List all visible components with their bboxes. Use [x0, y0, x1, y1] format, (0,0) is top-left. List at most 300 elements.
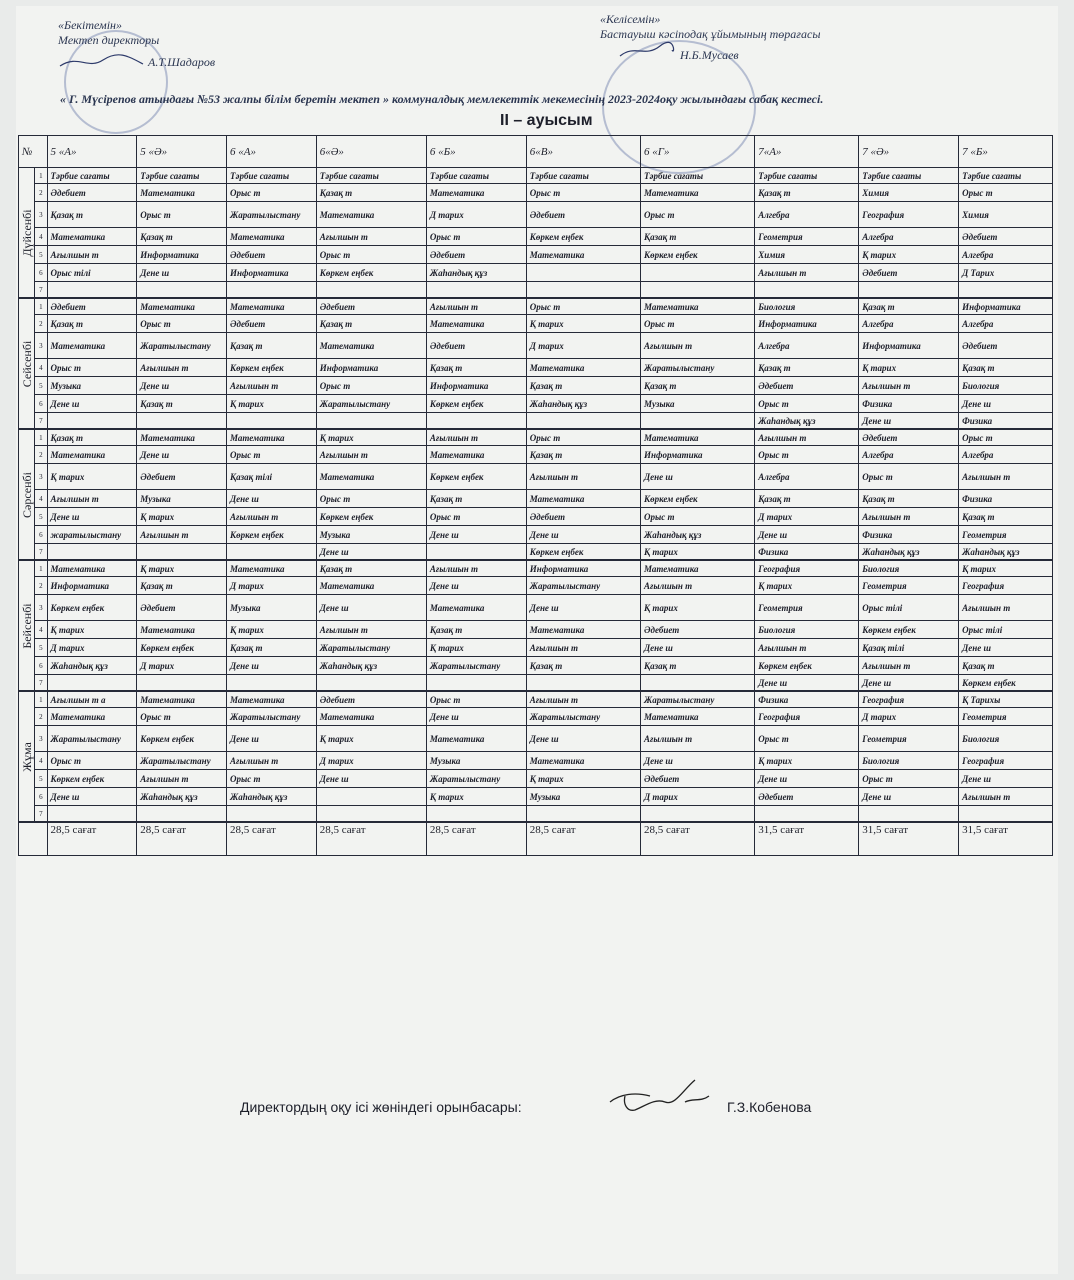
lesson-cell: Әдебиет: [526, 202, 640, 228]
day-label: [19, 168, 35, 299]
lesson-number: 3: [35, 202, 47, 228]
lesson-cell: Әдебиет: [426, 333, 526, 359]
lesson-cell: Қазақ т: [526, 446, 640, 464]
lesson-cell: Геометрия: [755, 595, 859, 621]
weekly-hours-total: 28,5 сағат: [47, 822, 137, 856]
lesson-cell: Орыс т: [641, 202, 755, 228]
lesson-cell: Д тарих: [47, 639, 137, 657]
lesson-cell: Қ тарих: [641, 595, 755, 621]
lesson-cell: Әдебиет: [755, 788, 859, 806]
lesson-cell: Көркем еңбек: [641, 490, 755, 508]
lesson-number: 1: [35, 429, 47, 446]
totals-label-cell: [19, 822, 48, 856]
lesson-cell: Алгебра: [959, 315, 1053, 333]
lesson-cell: Ағылшын т: [316, 228, 426, 246]
lesson-number: 4: [35, 490, 47, 508]
lesson-cell: Дене ш: [137, 264, 227, 282]
lesson-cell: [227, 413, 317, 430]
lesson-cell: Әдебиет: [47, 184, 137, 202]
lesson-number: 1: [35, 560, 47, 577]
lesson-cell: Қазақ т: [426, 490, 526, 508]
lesson-cell: Геометрия: [859, 726, 959, 752]
lesson-cell: Ағылшын т: [227, 752, 317, 770]
deputy-signature: [605, 1072, 715, 1122]
lesson-cell: Қазақ т: [47, 315, 137, 333]
lesson-number: 7: [35, 806, 47, 823]
lesson-cell: Орыс т: [316, 490, 426, 508]
lesson-cell: [641, 675, 755, 692]
table-row: [19, 691, 1053, 708]
header-class: 6 «Б»: [426, 136, 526, 168]
table-row: [19, 526, 1053, 544]
lesson-cell: Орыс т: [227, 184, 317, 202]
lesson-number: 1: [35, 168, 47, 184]
lesson-cell: Дене ш: [526, 526, 640, 544]
lesson-number: 7: [35, 544, 47, 561]
lesson-cell: География: [959, 577, 1053, 595]
lesson-cell: Ағылшын т: [227, 508, 317, 526]
table-row: [19, 675, 1053, 692]
lesson-cell: Информатика: [641, 446, 755, 464]
lesson-cell: Ағылшын т: [859, 377, 959, 395]
lesson-cell: Дене ш: [316, 544, 426, 561]
lesson-cell: Математика: [137, 691, 227, 708]
lesson-cell: Ағылшын т: [316, 621, 426, 639]
header-class: 6 «А»: [227, 136, 317, 168]
lesson-cell: Қ тарих: [426, 639, 526, 657]
lesson-cell: Ағылшын т: [641, 333, 755, 359]
lesson-cell: Геометрия: [959, 526, 1053, 544]
lesson-cell: Қ тарих: [227, 621, 317, 639]
lesson-cell: Қазақ т: [47, 202, 137, 228]
lesson-cell: Д тарих: [137, 657, 227, 675]
lesson-number: 2: [35, 577, 47, 595]
lesson-cell: Қазақ тілі: [227, 464, 317, 490]
table-row: [19, 184, 1053, 202]
lesson-cell: [47, 413, 137, 430]
lesson-cell: [137, 675, 227, 692]
lesson-cell: Жаһандық құз: [641, 526, 755, 544]
lesson-cell: Математика: [316, 464, 426, 490]
weekly-hours-total: 28,5 сағат: [137, 822, 227, 856]
table-row: [19, 770, 1053, 788]
lesson-cell: Орыс т: [137, 708, 227, 726]
header-class: 6«Ә»: [316, 136, 426, 168]
lesson-cell: Математика: [641, 184, 755, 202]
lesson-cell: Алгебра: [755, 202, 859, 228]
lesson-cell: [959, 806, 1053, 823]
table-row: [19, 577, 1053, 595]
lesson-cell: Орыс т: [755, 726, 859, 752]
lesson-cell: Ағылшын т: [755, 639, 859, 657]
lesson-cell: Қ тарих: [526, 770, 640, 788]
lesson-number: 5: [35, 377, 47, 395]
lesson-cell: Жаратылыстану: [641, 691, 755, 708]
lesson-cell: Математика: [426, 595, 526, 621]
lesson-cell: [526, 806, 640, 823]
lesson-cell: Тәрбие сағаты: [137, 168, 227, 184]
day-label: [19, 429, 35, 560]
lesson-cell: Орыс т: [859, 464, 959, 490]
lesson-cell: Қазақ т: [959, 657, 1053, 675]
lesson-cell: География: [959, 752, 1053, 770]
director-signature: [58, 52, 208, 72]
table-row: [19, 621, 1053, 639]
lesson-cell: Қазақ т: [641, 657, 755, 675]
lesson-cell: Әдебиет: [959, 333, 1053, 359]
lesson-cell: Математика: [227, 228, 317, 246]
lesson-cell: [137, 282, 227, 299]
lesson-cell: [641, 282, 755, 299]
lesson-cell: Қ тарих: [426, 788, 526, 806]
lesson-cell: [959, 282, 1053, 299]
lesson-number: 1: [35, 298, 47, 315]
table-row: [19, 202, 1053, 228]
lesson-cell: Жаратылыстану: [426, 770, 526, 788]
lesson-number: 6: [35, 526, 47, 544]
lesson-number: 4: [35, 228, 47, 246]
lesson-cell: [526, 282, 640, 299]
lesson-cell: [859, 806, 959, 823]
lesson-cell: Геометрия: [755, 228, 859, 246]
lesson-number: 3: [35, 595, 47, 621]
lesson-cell: Көркем еңбек: [526, 544, 640, 561]
lesson-cell: Ағылшын т: [755, 264, 859, 282]
table-row: [19, 446, 1053, 464]
lesson-cell: Көркем еңбек: [426, 395, 526, 413]
lesson-cell: Қ тарих: [755, 577, 859, 595]
weekly-hours-total: 31,5 сағат: [755, 822, 859, 856]
lesson-cell: Музыка: [641, 395, 755, 413]
lesson-cell: Әдебиет: [641, 621, 755, 639]
table-row: [19, 429, 1053, 446]
lesson-cell: Жаратылыстану: [316, 395, 426, 413]
lesson-cell: Көркем еңбек: [137, 726, 227, 752]
lesson-cell: Музыка: [526, 788, 640, 806]
lesson-cell: Көркем еңбек: [641, 246, 755, 264]
lesson-cell: Орыс т: [316, 377, 426, 395]
lesson-cell: Математика: [526, 621, 640, 639]
table-row: [19, 413, 1053, 430]
lesson-cell: Дене ш: [959, 770, 1053, 788]
lesson-cell: Тәрбие сағаты: [526, 168, 640, 184]
lesson-cell: Орыс т: [526, 184, 640, 202]
lesson-cell: Орыс тілі: [47, 264, 137, 282]
lesson-cell: Музыка: [227, 595, 317, 621]
lesson-number: 2: [35, 708, 47, 726]
lesson-cell: [47, 806, 137, 823]
lesson-cell: Дене ш: [755, 770, 859, 788]
lesson-cell: [641, 806, 755, 823]
lesson-cell: Математика: [526, 490, 640, 508]
approval-role: Бастауыш кәсіподақ ұйымының төрағасы: [600, 27, 821, 41]
lesson-cell: Орыс т: [137, 315, 227, 333]
lesson-cell: Көркем еңбек: [227, 359, 317, 377]
lesson-number: 5: [35, 508, 47, 526]
lesson-cell: [316, 413, 426, 430]
lesson-cell: Информатика: [47, 577, 137, 595]
lesson-cell: Орыс т: [755, 395, 859, 413]
lesson-cell: Математика: [47, 446, 137, 464]
lesson-cell: Математика: [316, 708, 426, 726]
lesson-cell: Математика: [47, 228, 137, 246]
lesson-number: 6: [35, 264, 47, 282]
lesson-cell: Орыс тілі: [959, 621, 1053, 639]
lesson-number: 3: [35, 726, 47, 752]
lesson-cell: Жаһандық құз: [426, 264, 526, 282]
lesson-cell: Қазақ т: [859, 490, 959, 508]
lesson-cell: Ағылшын т: [859, 657, 959, 675]
lesson-cell: Ағылшын т: [641, 577, 755, 595]
lesson-cell: Көркем еңбек: [137, 639, 227, 657]
lesson-cell: Физика: [859, 526, 959, 544]
lesson-cell: Қазақ т: [755, 490, 859, 508]
table-row: [19, 490, 1053, 508]
lesson-cell: Көркем еңбек: [426, 464, 526, 490]
lesson-cell: Жаратылыстану: [47, 726, 137, 752]
lesson-cell: География: [859, 691, 959, 708]
table-row: [19, 544, 1053, 561]
lesson-cell: [641, 264, 755, 282]
deputy-director-label: Директордың оқу ісі жөніндегі орынбасары:: [240, 1099, 522, 1115]
header-class: 6 «Г»: [641, 136, 755, 168]
table-row: [19, 595, 1053, 621]
lesson-cell: Дене ш: [959, 395, 1053, 413]
header-class: 7«А»: [755, 136, 859, 168]
lesson-cell: Биология: [959, 377, 1053, 395]
lesson-cell: Ағылшын т: [959, 595, 1053, 621]
lesson-cell: Биология: [755, 621, 859, 639]
day-name: Жұма: [19, 741, 34, 772]
lesson-cell: Дене ш: [859, 788, 959, 806]
lesson-number: 1: [35, 691, 47, 708]
lesson-cell: Дене ш: [227, 657, 317, 675]
table-row: [19, 246, 1053, 264]
lesson-cell: Физика: [959, 413, 1053, 430]
lesson-number: 6: [35, 788, 47, 806]
lesson-cell: Қазақ т: [227, 333, 317, 359]
lesson-cell: [526, 413, 640, 430]
lesson-cell: Ағылшын т: [316, 446, 426, 464]
lesson-cell: Музыка: [47, 377, 137, 395]
union-signature: [600, 40, 840, 60]
lesson-cell: Ағылшын т: [227, 377, 317, 395]
lesson-number: 4: [35, 359, 47, 377]
lesson-cell: Математика: [641, 298, 755, 315]
lesson-cell: Алгебра: [959, 446, 1053, 464]
table-row: [19, 806, 1053, 823]
lesson-cell: Қ тарих: [227, 395, 317, 413]
lesson-number: 6: [35, 395, 47, 413]
lesson-cell: Жаһандық құз: [137, 788, 227, 806]
lesson-cell: Қазақ т: [755, 359, 859, 377]
approval-name: Н.Б.Мусаев: [680, 48, 739, 62]
lesson-number: 6: [35, 657, 47, 675]
lesson-cell: Ағылшын т: [526, 691, 640, 708]
lesson-cell: [426, 413, 526, 430]
lesson-cell: Биология: [755, 298, 859, 315]
lesson-cell: Орыс т: [959, 429, 1053, 446]
table-row: [19, 639, 1053, 657]
table-row: [19, 377, 1053, 395]
day-label: [19, 691, 35, 822]
lesson-cell: Жаһандық құз: [47, 657, 137, 675]
lesson-cell: География: [755, 560, 859, 577]
approval-role: Мектеп директоры: [58, 33, 160, 47]
table-row: [19, 464, 1053, 490]
lesson-cell: Орыс т: [859, 770, 959, 788]
lesson-cell: Тәрбие сағаты: [227, 168, 317, 184]
lesson-cell: Қ тарих: [316, 429, 426, 446]
lesson-cell: Музыка: [137, 490, 227, 508]
lesson-cell: Ағылшын т: [137, 359, 227, 377]
day-name: Сәрсенбі: [19, 471, 34, 518]
lesson-cell: Д Тарих: [959, 264, 1053, 282]
lesson-cell: Дене ш: [227, 726, 317, 752]
lesson-cell: Әдебиет: [526, 508, 640, 526]
table-row: [19, 752, 1053, 770]
lesson-cell: Математика: [426, 315, 526, 333]
lesson-cell: Жаратылыстану: [137, 752, 227, 770]
lesson-cell: Қ тарих: [859, 246, 959, 264]
lesson-cell: Ағылшын т: [426, 429, 526, 446]
lesson-cell: Д тарих: [641, 788, 755, 806]
lesson-cell: Физика: [755, 691, 859, 708]
day-label: [19, 298, 35, 429]
lesson-cell: Әдебиет: [227, 315, 317, 333]
lesson-cell: Жаратылыстану: [227, 708, 317, 726]
lesson-cell: Орыс т: [526, 298, 640, 315]
lesson-cell: Дене ш: [526, 595, 640, 621]
lesson-cell: [755, 806, 859, 823]
lesson-cell: Қазақ т: [641, 377, 755, 395]
lesson-cell: Көркем еңбек: [316, 264, 426, 282]
lesson-cell: Орыс т: [959, 184, 1053, 202]
lesson-cell: [137, 413, 227, 430]
lesson-cell: Қазақ т: [426, 621, 526, 639]
lesson-cell: Дене ш: [137, 446, 227, 464]
lesson-cell: [227, 544, 317, 561]
lesson-cell: Математика: [227, 691, 317, 708]
approval-title: «Келісемін»: [600, 12, 661, 26]
lesson-cell: Орыс т: [227, 770, 317, 788]
lesson-cell: [316, 806, 426, 823]
lesson-cell: Әдебиет: [426, 246, 526, 264]
lesson-cell: Жаратылыстану: [526, 708, 640, 726]
lesson-cell: Орыс т: [227, 446, 317, 464]
lesson-cell: Орыс т: [47, 752, 137, 770]
lesson-cell: Химия: [959, 202, 1053, 228]
lesson-cell: Информатика: [426, 377, 526, 395]
lesson-cell: Жаратылыстану: [227, 202, 317, 228]
lesson-cell: Әдебиет: [316, 298, 426, 315]
lesson-cell: Әдебиет: [137, 595, 227, 621]
lesson-cell: Қазақ т: [137, 228, 227, 246]
lesson-number: 2: [35, 315, 47, 333]
lesson-cell: Әдебиет: [137, 464, 227, 490]
table-row: [19, 168, 1053, 184]
lesson-cell: Дене ш: [47, 508, 137, 526]
lesson-cell: Жаратылыстану: [426, 657, 526, 675]
lesson-cell: Дене ш: [227, 490, 317, 508]
lesson-cell: Қазақ т: [526, 377, 640, 395]
lesson-cell: Математика: [526, 359, 640, 377]
lesson-cell: Ағылшын т а: [47, 691, 137, 708]
lesson-cell: [47, 675, 137, 692]
lesson-cell: Орыс т: [755, 446, 859, 464]
header-class: 6«В»: [526, 136, 640, 168]
lesson-cell: Биология: [859, 752, 959, 770]
totals-row: [19, 822, 1053, 856]
approval-title: «Бекітемін»: [58, 18, 122, 32]
lesson-cell: Алгебра: [859, 446, 959, 464]
lesson-cell: Д тарих: [316, 752, 426, 770]
lesson-cell: Қазақ т: [526, 657, 640, 675]
lesson-cell: Математика: [137, 298, 227, 315]
lesson-cell: Қазақ т: [47, 429, 137, 446]
lesson-cell: Орыс т: [426, 691, 526, 708]
table-row: [19, 788, 1053, 806]
lesson-cell: Ағылшын т: [959, 464, 1053, 490]
lesson-cell: Химия: [755, 246, 859, 264]
lesson-cell: Қазақ т: [316, 184, 426, 202]
lesson-cell: Қ тарих: [137, 560, 227, 577]
lesson-cell: Дене ш: [526, 726, 640, 752]
lesson-cell: [316, 675, 426, 692]
lesson-cell: Қазақ т: [137, 577, 227, 595]
lesson-cell: Тәрбие сағаты: [859, 168, 959, 184]
lesson-cell: Орыс т: [641, 315, 755, 333]
lesson-cell: Математика: [47, 333, 137, 359]
lesson-cell: Информатика: [526, 560, 640, 577]
lesson-cell: Қазақ т: [959, 359, 1053, 377]
weekly-hours-total: 31,5 сағат: [859, 822, 959, 856]
lesson-cell: Тәрбие сағаты: [959, 168, 1053, 184]
lesson-cell: жаратылыстану: [47, 526, 137, 544]
header-num: №: [19, 136, 48, 168]
lesson-cell: Дене ш: [47, 395, 137, 413]
lesson-cell: Жаратылыстану: [641, 359, 755, 377]
lesson-cell: Жаһандық құз: [316, 657, 426, 675]
lesson-cell: Жаһандық құз: [959, 544, 1053, 561]
lesson-cell: Ағылшын т: [641, 726, 755, 752]
lesson-cell: Алгебра: [859, 315, 959, 333]
day-name: Дүйсенбі: [19, 208, 34, 257]
lesson-cell: Дене ш: [426, 708, 526, 726]
lesson-cell: Көркем еңбек: [755, 657, 859, 675]
table-row: [19, 359, 1053, 377]
lesson-cell: Ағылшын т: [47, 490, 137, 508]
lesson-cell: Қ тарих: [137, 508, 227, 526]
header-class: 7 «Б»: [959, 136, 1053, 168]
lesson-cell: Қ тарих: [47, 621, 137, 639]
table-header-row: [19, 136, 1053, 168]
lesson-cell: Қ тарих: [959, 560, 1053, 577]
lesson-cell: [426, 544, 526, 561]
lesson-cell: Д тарих: [755, 508, 859, 526]
weekly-hours-total: 31,5 сағат: [959, 822, 1053, 856]
lesson-cell: Математика: [426, 726, 526, 752]
lesson-cell: География: [755, 708, 859, 726]
lesson-cell: [137, 544, 227, 561]
lesson-cell: Математика: [227, 560, 317, 577]
table-row: [19, 282, 1053, 299]
table-row: [19, 708, 1053, 726]
lesson-number: 3: [35, 333, 47, 359]
lesson-cell: Қ Тарихы: [959, 691, 1053, 708]
lesson-cell: Геометрия: [959, 708, 1053, 726]
lesson-cell: [137, 806, 227, 823]
